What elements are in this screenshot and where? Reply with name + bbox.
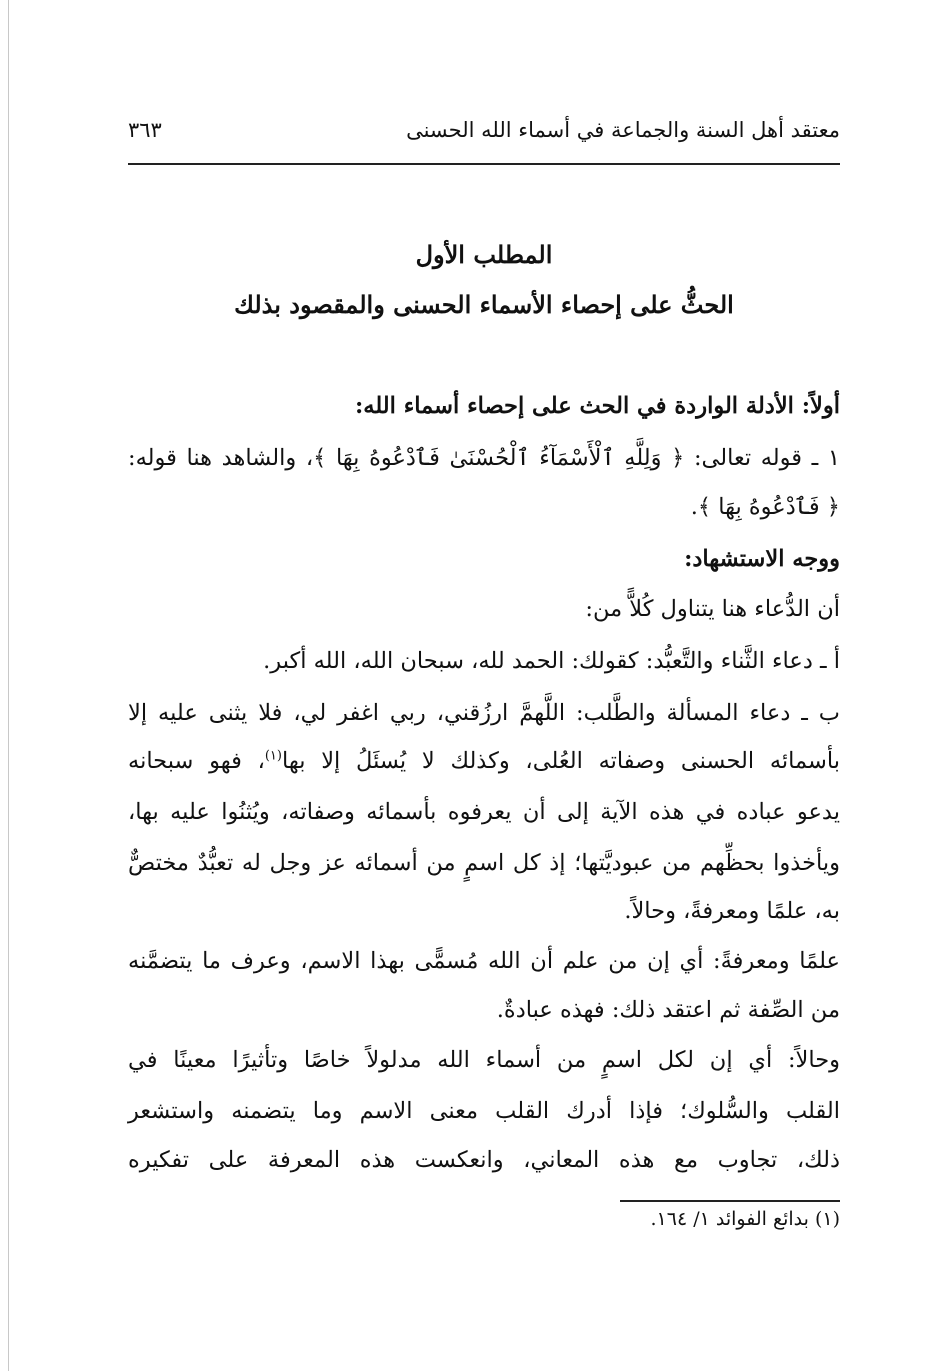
scan-edge-line xyxy=(8,0,9,1371)
text-line: وحالاً: أي إن لكل اسمٍ من أسماء الله مدلولاً خاصًا وتأثيرًا معينًا في xyxy=(128,1047,840,1073)
text-line: القلب والسُّلوك؛ فإذا أدرك القلب معنى الاسم وما يتضمنه واستشعر xyxy=(128,1098,840,1124)
footnote-rule xyxy=(620,1200,840,1202)
text-line: ويأخذوا بحظِّهم من عبوديَّتها؛ إذ كل اسمٍ من أسمائه عز وجل له تعبُّدٌ مختصٌّ xyxy=(128,850,840,876)
text-line: ١ ـ قوله تعالى: ﴿ وَلِلَّهِ ٱلْأَسْمَآءُ ٱلْحُسْنَىٰ فَٱدْعُوهُ بِهَا ﴾، والشاهد هنا قوله: xyxy=(128,445,840,471)
footnote: (١) بدائع الفوائد ١/ ١٦٤. xyxy=(650,1208,840,1230)
text-line xyxy=(128,748,840,774)
subheading-line: ووجه الاستشهاد: xyxy=(684,546,840,572)
running-title: معتقد أهل السنة والجماعة في أسماء الله الحسنى xyxy=(406,118,840,142)
text-line: ب ـ دعاء المسألة والطَّلب: اللَّهمَّ ارزُقني، ربي اغفر لي، فلا يثنى عليه إلا xyxy=(128,700,840,726)
footnote-reference: (١) xyxy=(264,748,282,764)
text-line: ذلك، تجاوب مع هذه المعاني، وانعكست هذه المعرفة على تفكيره xyxy=(128,1147,840,1173)
text-line: أن الدُّعاء هنا يتناول كُلاًّ من: xyxy=(585,596,840,622)
section-subheading: الحثُّ على إحصاء الأسماء الحسنى والمقصود بذلك xyxy=(234,290,734,319)
header-rule xyxy=(128,163,840,165)
text-span: ، فهو سبحانه xyxy=(128,748,265,774)
text-span: بأسمائه الحسنى وصفاته العُلى، وكذلك لا يُسئَلُ إلا بها xyxy=(281,748,840,774)
section-heading: المطلب الأول xyxy=(415,240,553,269)
text-line: به، علمًا ومعرفةً، وحالاً. xyxy=(624,898,840,924)
text-line: يدعو عباده في هذه الآية إلى أن يعرفوه بأسمائه وصفاته، ويُثنُوا عليه بها، xyxy=(128,799,840,825)
quran-quote-line: ﴿ فَٱدْعُوهُ بِهَا ﴾. xyxy=(690,494,840,520)
text-line: علمًا ومعرفةً: أي إن من علم أن الله مُسمًّى بهذا الاسم، وعرف ما يتضمَّنه xyxy=(128,948,840,974)
text-line: أ ـ دعاء الثَّناء والتَّعبُّد: كقولك: الحمد لله، سبحان الله، الله أكبر. xyxy=(263,648,840,674)
evidence-heading: أولاً: الأدلة الواردة في الحث على إحصاء أسماء الله: xyxy=(354,393,840,419)
page-header xyxy=(128,118,840,158)
page-number: ٣٦٣ xyxy=(128,118,162,142)
text-line: من الصِّفة ثم اعتقد ذلك: فهذه عبادةٌ. xyxy=(496,997,840,1023)
